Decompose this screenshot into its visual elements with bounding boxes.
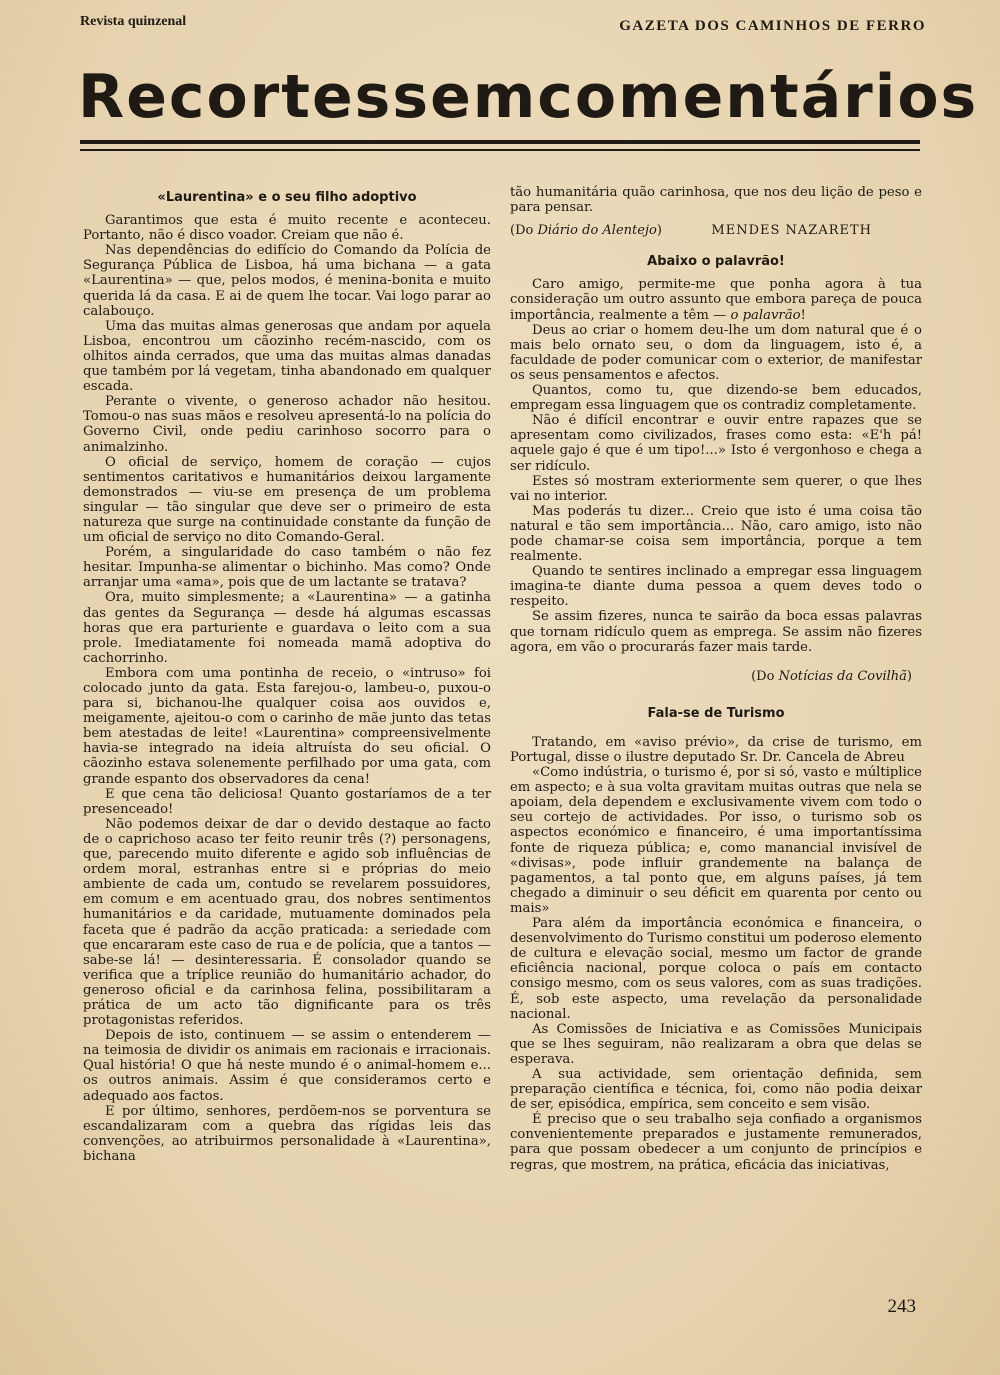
title-rule-thin bbox=[80, 149, 920, 151]
article-3-paragraph: A sua actividade, sem orientação definida, sem preparação científica e técnica, foi, como não podia deixar de ser, episódica, empírica, sem conceito e sem visão. bbox=[510, 1066, 922, 1113]
article-1-paragraph: Embora com uma pontinha de receio, o «intruso» foi colocado junto da gata. Esta farejou-o, lambeu-o, puxou-o para si, bichanou-lhe qualquer coisa aos ouvidos e, meigamente, ajeitou-o com o carinho de mãe junto das tetas bem atestadas de leite! «Laurentina» compreensivelmente havia-se integrado na ideia altruísta do seu oficial. O cãozinho estava solenemente perfilhado por uma gata, com grande espanto dos observadores da cena! bbox=[83, 665, 491, 787]
article-1-paragraph: E por último, senhores, perdõem-nos se porventura se escandalizaram com a quebra das rígidas leis das convenções, ao atribuirmos personalidade à «Laurentina», bichana bbox=[83, 1103, 491, 1164]
article-1-title: «Laurentina» e o seu filho adoptivo bbox=[157, 190, 417, 205]
article-2-paragraph: Deus ao criar o homem deu-lhe um dom natural que é o mais belo ornato seu, o dom da linguagem, isto é, a faculdade de poder comunicar com o exterior, de manifestar os seus pensamentos e afectos. bbox=[510, 322, 922, 383]
article-3-paragraph: Tratando, em «aviso prévio», da crise de turismo, em Portugal, disse o ilustre deputado Sr. Dr. Cancela de Abreu bbox=[510, 734, 922, 765]
page-number: 243 bbox=[887, 1296, 916, 1317]
article-3-paragraph: É preciso que o seu trabalho seja confiado a organismos convenientemente preparados e justamente remunerados, para que possam obedecer a um conjunto de princípios e regras, que mostrem, na prática, eficácia das iniciativas, bbox=[510, 1112, 922, 1173]
article-1-paragraph: Nas dependências do edifício do Comando da Polícia de Segurança Pública de Lisboa, há uma bichana — a gata «Laurentina» — que, pelos modos, é menina-bonita e muito querida lá da casa. E ai de quem lhe tocar. Vai logo parar ao calabouço. bbox=[83, 243, 491, 319]
article-2-paragraph: Não é difícil encontrar e ouvir entre rapazes que se apresentam como civilizados, frases como esta: «E'h pá! aquele gajo é que é um tipo!...» Isto é vergonhoso e chega a ser ridículo. bbox=[510, 413, 922, 474]
article-2-paragraph: Mas poderás tu dizer... Creio que isto é uma coisa tão natural e tão sem importância... Não, caro amigo, isto não pode chamar-se coisa sem importância, porque a tem realmente. bbox=[510, 503, 922, 565]
section-title-word-1: Recortes bbox=[78, 62, 393, 132]
article-2-paragraph: Se assim fizeres, nunca te sairão da boca essas palavras que tornam ridículo quem as emprega. Se assim não fizeres agora, em vão o procurarás fazer mais tarde. bbox=[510, 609, 922, 655]
article-1-paragraph: Perante o vivente, o generoso achador não hesitou. Tomou-o nas suas mãos e resolveu apresentá-lo na polícia do Governo Civil, onde pediu carinhoso socorro para o animalzinho. bbox=[83, 394, 491, 455]
section-title-word-3: comentários bbox=[537, 62, 979, 132]
article-1-paragraph: E que cena tão deliciosa! Quanto gostaríamos de a ter presenceado! bbox=[83, 786, 491, 817]
article-1-source-line bbox=[510, 223, 922, 238]
running-header-right: GAZETA DOS CAMINHOS DE FERRO bbox=[619, 18, 926, 34]
article-2-title: Abaixo o palavrão! bbox=[647, 254, 785, 270]
article-2-paragraph: Estes só mostram exteriormente sem querer, o que lhes vai no interior. bbox=[510, 473, 922, 504]
section-title-word-2: sem bbox=[392, 62, 538, 132]
article-3-paragraph: As Comissões de Iniciativa e as Comissões Municipais que se lhes seguiram, não realizaram a obra que delas se esperava. bbox=[510, 1021, 922, 1067]
article-1-paragraph: Porém, a singularidade do caso também o não fez hesitar. Impunha-se alimentar o bichinho. Mas como? Onde arranjar uma «ama», pois que de um lactante se tratava? bbox=[83, 545, 491, 591]
article-1-continuation: tão humanitária quão carinhosa, que nos deu lição de peso e para pensar. bbox=[510, 185, 922, 216]
article-1-paragraph: Não podemos deixar de dar o devido destaque ao facto de o caprichoso acaso ter feito reunir três (?) personagens, que, parecendo muito diferente e agido sob influências de ordem moral, estranhas entre si e próprias do meio ambiente de cada um, contudo se revelarem possuidores, em comum e em acentuado grau, dos nobres sentimentos humanitários e da caridade, mutuamente dominados pela faceta que é padrão da acção praticada: a seriedade com que encararam este caso de rua e de polícia, que a tantos — sabe-se lá! — desinteressaria. É consolador quando se verifica que a tríplice reunião do humanitário achador, do generoso oficial e da carinhosa felina, possibilitaram a prática de um acto tão dignificante para os três protagonistas referidos. bbox=[83, 816, 491, 1029]
article-1-paragraph: Uma das muitas almas generosas que andam por aquela Lisboa, encontrou um cãozinho recém-nascido, com os olhitos ainda cerrados, que uma das muitas almas danadas que também por lá vegetam, tinha abandonado em qualquer escada. bbox=[83, 318, 491, 395]
article-1-paragraph: O oficial de serviço, homem de coração — cujos sentimentos caritativos e humanitários deixou largamente demonstrados — viu-se em presença de um problema singular — tão singular que deve ser o primeiro de esta natureza que surge na continuidade constante da função de um oficial de serviço no dito Comando-Geral. bbox=[83, 454, 491, 546]
article-2-paragraph: Caro amigo, permite-me que ponha agora à tua consideração um outro assunto que embora pareça de pouca importância, realmente a têm — o palavrão! bbox=[510, 277, 922, 323]
article-3-paragraph: Para além da importância económica e financeira, o desenvolvimento do Turismo constitui um poderoso elemento de cultura e elevação social, mesmo um factor de grande eficiência nacional, porque coloca o país em contacto consigo mesmo, com os seus valores, com as suas tradições. É, sob este aspecto, uma revelação da personalidade nacional. bbox=[510, 916, 922, 1022]
article-1-paragraph: Ora, muito simplesmente; a «Laurentina» — a gatinha das gentes da Segurança — desde há algumas escassas horas que era parturiente e guardava o leito com a sua prole. Imediatamente foi nomeada mamã adoptiva do cachorrinho. bbox=[83, 590, 491, 666]
section-title bbox=[78, 62, 979, 132]
left-column bbox=[83, 190, 491, 1164]
article-1-author: MENDES NAZARETH bbox=[711, 223, 872, 239]
article-2-source: (Do Notícias da Covilhã) bbox=[751, 668, 912, 684]
article-1-source: (Do Diário do Alentejo) bbox=[510, 223, 662, 239]
article-1-paragraph: Depois de isto, continuem — se assim o entenderem — na teimosia de dividir os animais em racionais e irracionais. Qual história! O que há neste mundo é o animal-homem e... os outros animais. Assim é que consideramos certo e adequado aos factos. bbox=[83, 1028, 491, 1104]
article-3-title: Fala-se de Turismo bbox=[647, 705, 785, 721]
article-2-paragraph: Quando te sentires inclinado a empregar essa linguagem imagina-te diante duma pessoa a quem deves todo o respeito. bbox=[510, 564, 922, 610]
right-column bbox=[510, 185, 922, 1173]
article-2-paragraph: Quantos, como tu, que dizendo-se bem educados, empregam essa linguagem que os contradiz completamente. bbox=[510, 383, 922, 414]
article-3-paragraph: «Como indústria, o turismo é, por si só, vasto e múltiplice em aspecto; e à sua volta gravitam muitas outras que nela se apoiam, dela dependem e exclusivamente vivem com todo o seu cortejo de actividades. Por isso, o turismo sob os aspectos económico e financeiro, é uma importantíssima fonte de riqueza pública; e, como manancial invisível de «divisas», pode influir grandemente na balança de pagamentos, a tal ponto que, em alguns países, já tem chegado a diminuir o seu déficit em quarenta por cento ou mais» bbox=[510, 765, 922, 916]
running-header-left: Revista quinzenal bbox=[80, 14, 187, 29]
title-rule-thick bbox=[80, 140, 920, 144]
article-1-paragraph: Garantimos que esta é muito recente e aconteceu. Portanto, não é disco voador. Creiam que não é. bbox=[83, 213, 491, 244]
